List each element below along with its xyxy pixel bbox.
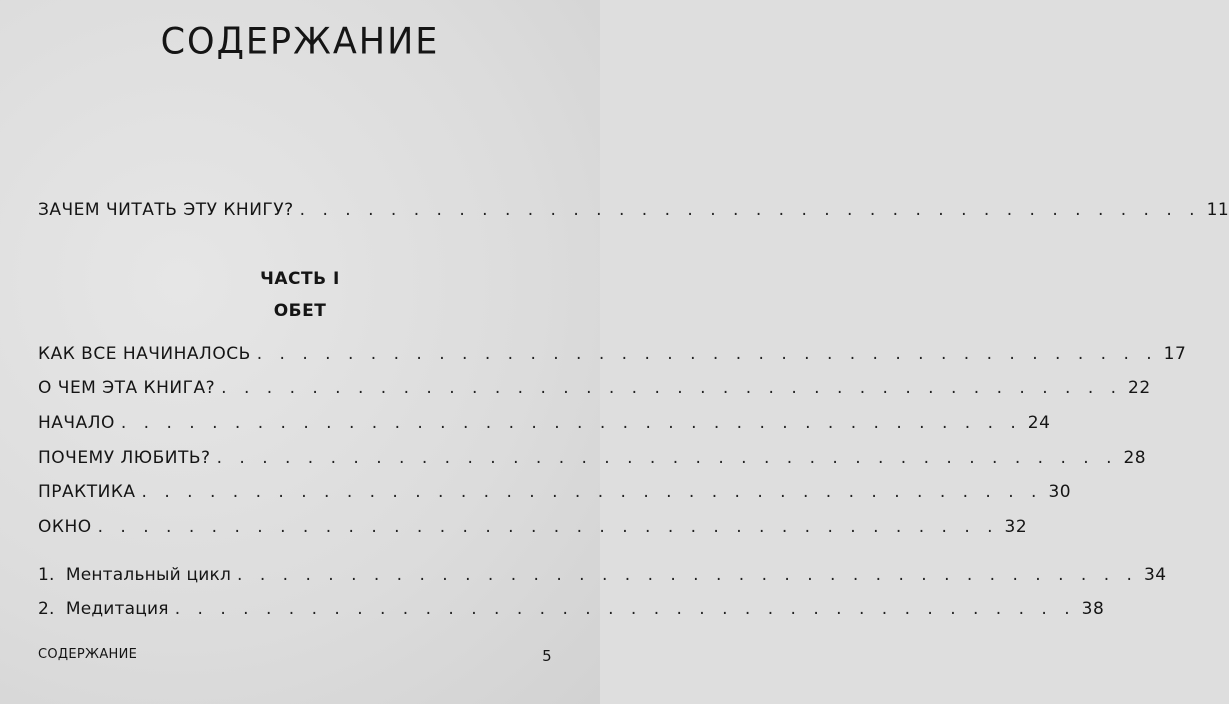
leader-dots: . . . . . . . . . . . . . . . . . . . . . . . . . . . . . . . . . . . . . . . . bbox=[174, 599, 1076, 619]
toc-subentry bbox=[38, 599, 1105, 619]
toc-entry-label: ЗАЧЕМ ЧИТАТЬ ЭТУ КНИГУ? bbox=[38, 200, 294, 220]
toc-entry-page: 28 bbox=[1123, 448, 1147, 468]
leader-dots: . . . . . . . . . . . . . . . . . . . . . . . . . . . . . . . . . . . . . . . . bbox=[141, 482, 1043, 502]
toc-entry-label: НАЧАЛО bbox=[38, 413, 115, 433]
toc-entry-page: 24 bbox=[1027, 413, 1051, 433]
toc-subentry-page: 38 bbox=[1081, 599, 1105, 619]
toc-entry-page: 11 bbox=[1206, 200, 1229, 220]
toc-entry-page: 17 bbox=[1163, 344, 1187, 364]
toc-entry bbox=[38, 344, 1187, 364]
page-number: 5 bbox=[542, 647, 552, 665]
leader-dots: . . . . . . . . . . . . . . . . . . . . . . . . . . . . . . . . . . . . . . . . bbox=[97, 517, 999, 537]
toc-entry bbox=[38, 517, 1028, 537]
page-footer bbox=[38, 647, 552, 665]
toc-subentry-label: 1. Ментальный цикл bbox=[38, 565, 232, 585]
toc-entry-page: 22 bbox=[1128, 378, 1151, 398]
toc-entry bbox=[38, 413, 1051, 433]
toc-subentry-label: 2. Медитация bbox=[38, 599, 169, 619]
toc-entry-label: ОКНО bbox=[38, 517, 92, 537]
leader-dots: . . . . . . . . . . . . . . . . . . . . . . . . . . . . . . . . . . . . . . . . bbox=[221, 378, 1123, 398]
leader-dots: . . . . . . . . . . . . . . . . . . . . . . . . . . . . . . . . . . . . . . . . bbox=[299, 200, 1201, 220]
toc-subentry-page: 34 bbox=[1143, 565, 1167, 585]
toc-subentry bbox=[38, 565, 1167, 585]
leader-dots: . . . . . . . . . . . . . . . . . . . . . . . . . . . . . . . . . . . . . . . . bbox=[216, 448, 1118, 468]
leader-dots: . . . . . . . . . . . . . . . . . . . . . . . . . . . . . . . . . . . . . . . . bbox=[256, 344, 1158, 364]
toc-entry-label: ПРАКТИКА bbox=[38, 482, 136, 502]
toc-entry-page: 30 bbox=[1048, 482, 1072, 502]
toc-entry-intro bbox=[38, 200, 1229, 220]
leader-dots: . . . . . . . . . . . . . . . . . . . . . . . . . . . . . . . . . . . . . . . . bbox=[120, 413, 1022, 433]
toc-entry bbox=[38, 448, 1147, 468]
toc-entry bbox=[38, 482, 1072, 502]
part-number: ЧАСТЬ I bbox=[260, 269, 340, 289]
toc-entry-label: О ЧЕМ ЭТА КНИГА? bbox=[38, 378, 216, 398]
toc-entry-label: ПОЧЕМУ ЛЮБИТЬ? bbox=[38, 448, 211, 468]
running-title: СОДЕРЖАНИЕ bbox=[38, 647, 138, 662]
toc-entry bbox=[38, 378, 1151, 398]
toc-entry-label: КАК ВСЕ НАЧИНАЛОСЬ bbox=[38, 344, 251, 364]
page-title: СОДЕРЖАНИЕ bbox=[160, 21, 440, 63]
leader-dots: . . . . . . . . . . . . . . . . . . . . . . . . . . . . . . . . . . . . . . . . bbox=[237, 565, 1138, 585]
toc-entry-page: 32 bbox=[1004, 517, 1028, 537]
part-name: ОБЕТ bbox=[273, 301, 327, 321]
